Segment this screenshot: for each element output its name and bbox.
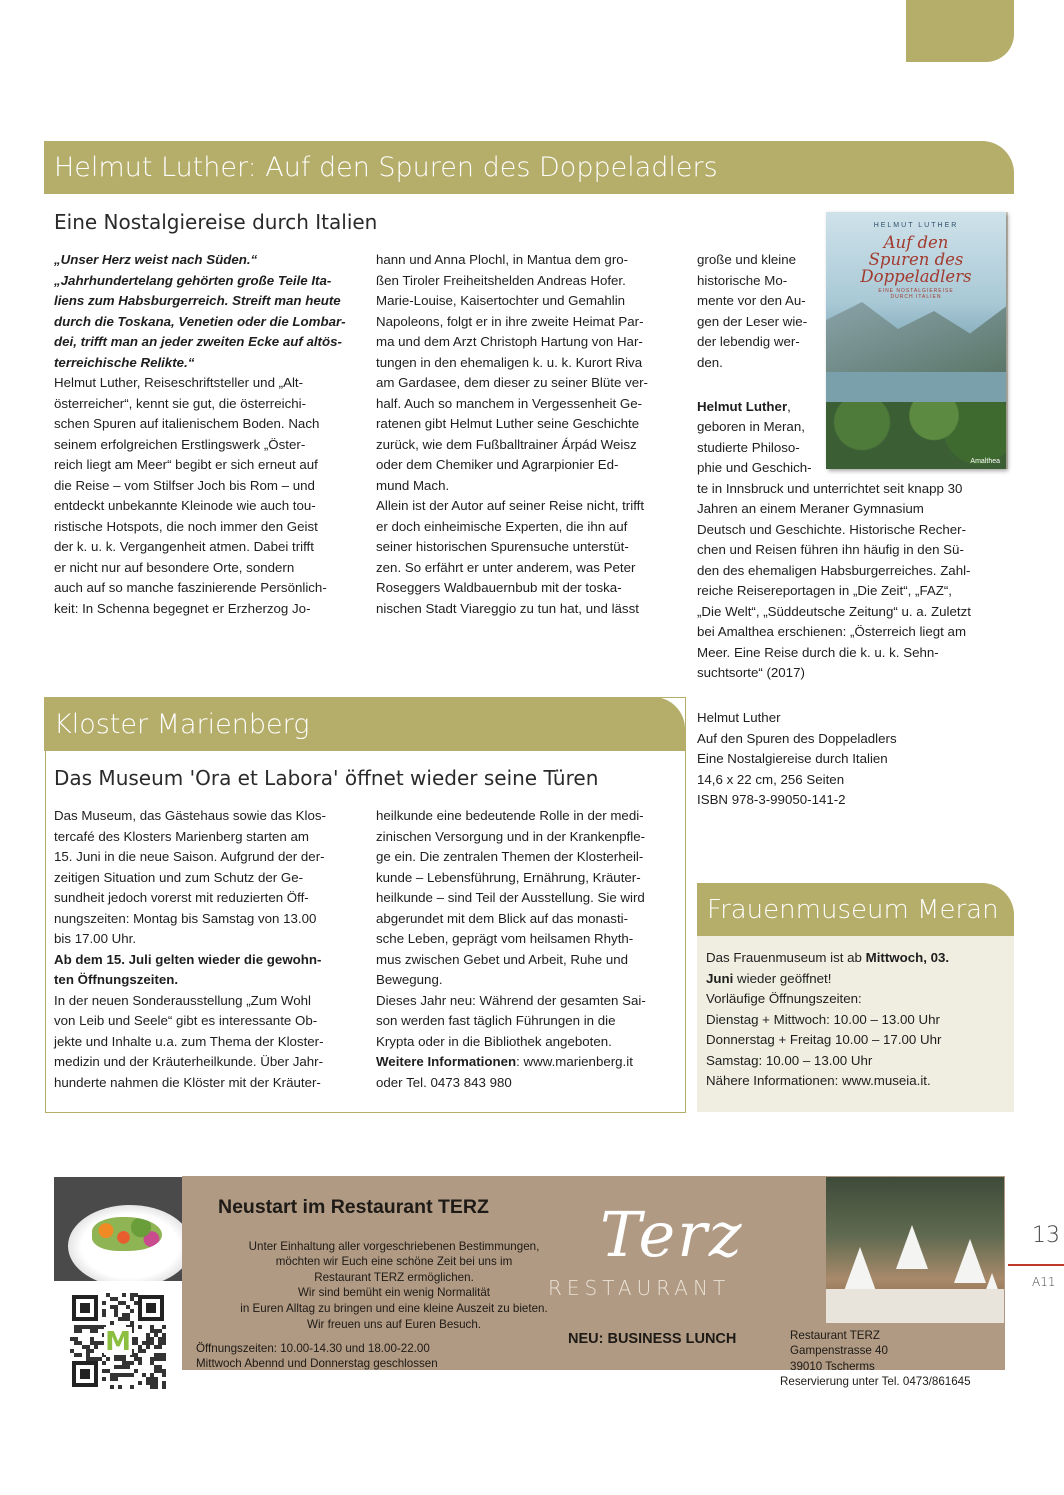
text-line: reiche Reisereportagen in „Die Zeit“, „FAZ“,	[697, 583, 952, 598]
text-line: geboren in Meran,	[697, 419, 805, 434]
article2-column-1	[54, 806, 366, 1093]
text-line: Eine Nostalgiereise durch Italien	[697, 751, 888, 766]
ad-address	[780, 1328, 998, 1390]
text-line: die Reise – vom Stilfser Joch bis Rom – und	[54, 477, 315, 493]
text-line: medizin und der Kräuterheilkunde. Über Jahr-	[54, 1054, 324, 1069]
text-line: 15. Juni in die neue Saison. Aufgrund der der-	[54, 849, 325, 864]
text-line: reich liegt am Meer“ begibt er sich erneut auf	[54, 457, 318, 472]
qr-logo: M	[105, 1327, 131, 1357]
text-line: gen der Leser wie-	[697, 313, 808, 329]
page-marker-line	[1008, 1264, 1064, 1266]
text-line: sche Leben, geprägt vom heilsamen Rhyth-	[376, 931, 634, 946]
text-line: jekte und Inhalte u.a. zum Thema der Kloster-	[54, 1033, 324, 1049]
text-line: 14,6 x 22 cm, 256 Seiten	[697, 771, 845, 787]
text-line: Roseggers Waldbauernbub mit der toska-	[376, 580, 622, 595]
text-line: hunderte nahmen die Klöster mit der Kräuter-	[54, 1074, 321, 1090]
text-line: Napoleons, folgt er in ihre zweite Heimat Par-	[376, 313, 644, 329]
ad-hours-line-1: Öffnungszeiten: 10.00-14.30 und 18.00-22.00	[196, 1342, 430, 1355]
cover-subtitle	[826, 288, 1006, 300]
text-line: son werden fast täglich Führungen in die	[376, 1013, 616, 1028]
article2-more-info	[376, 1052, 681, 1093]
article1-column-3-top	[697, 250, 822, 373]
frauen-line-1: Das Frauenmuseum ist ab	[706, 950, 866, 965]
article1-subtitle: Eine Nostalgiereise durch Italien	[54, 210, 378, 234]
text-line: kunde – Lebensführung, Ernährung, Kräuter-	[376, 869, 641, 885]
text-line: Jahren an einem Meraner Gymnasium	[697, 501, 924, 516]
text-line: zinischen Versorgung und in der Krankenpfle-	[376, 828, 646, 844]
text-line: er doch einheimische Experten, die ihn auf	[376, 518, 628, 534]
text-line: Allein ist der Autor auf seiner Reise nicht, trifft	[376, 498, 645, 513]
terz-logo-word: RESTAURANT	[548, 1276, 731, 1300]
text-line: am Gardasee, dem dieser zu seiner Blüte ver-	[376, 375, 648, 390]
more-info-phone: oder Tel. 0473 843 980	[376, 1074, 512, 1090]
text-line: zen. So erfährt er unter anderem, was Peter	[376, 559, 636, 575]
text-line: ratenen gibt Helmut Luther seine Geschichte	[376, 416, 640, 431]
text-line: Nähere Informationen: www.museia.it.	[706, 1073, 931, 1088]
text-line: terreichische Relikte.“	[54, 354, 195, 370]
text-line: schen Spuren auf italienischem Boden. Nach	[54, 416, 320, 431]
text-line: ISBN 978-3-99050-141-2	[697, 792, 846, 807]
article3-title: Frauenmuseum Meran	[707, 894, 999, 925]
frauen-line-2: wieder geöffnet!	[733, 970, 832, 986]
text-line: ten Öffnungszeiten.	[54, 972, 179, 987]
text-line: mente vor den Au-	[697, 293, 806, 308]
text-line: seinem erfolgreichen Erstlingswerk „Öster-	[54, 436, 306, 452]
cover-title-line-1: Auf den	[883, 233, 949, 252]
text-line: ristische Hotspots, die noch immer den Geist	[54, 518, 318, 534]
text-line: Das Museum, das Gästehaus sowie das Klos-	[54, 808, 326, 823]
text-line: den des ehemaligen Habsburgerreiches. Zahl-	[697, 562, 971, 578]
text-line: der lebendig wer-	[697, 334, 800, 349]
text-line: half. Auch so manchem in Vergessenheit Ge-	[376, 395, 643, 411]
text-line: Bewegung.	[376, 972, 443, 987]
article1-title-banner	[44, 141, 1014, 194]
cover-publisher: Amalthea	[970, 458, 1000, 465]
ad-hours	[196, 1341, 438, 1372]
text-line: ma und dem Arzt Christoph Hartung von Har-	[376, 334, 643, 349]
text-line: keit: In Schenna begegnet er Erzherzog Jo-	[54, 600, 311, 616]
text-line: heilkunde eine bedeutende Rolle in der medi-	[376, 808, 644, 823]
text-line: suchtsorte“ (2017)	[697, 665, 805, 680]
text-line: abgerundet mit dem Blick auf das monasti-	[376, 910, 629, 926]
text-line: Auf den Spuren des Doppeladlers	[697, 730, 897, 746]
more-info-website[interactable]: : www.marienberg.it	[516, 1054, 633, 1069]
text-line: nungszeiten: Montag bis Samstag von 13.00	[54, 910, 317, 926]
food-photo	[54, 1177, 182, 1281]
article3-title-banner	[697, 883, 1014, 936]
article1-bio-intro	[697, 397, 827, 418]
text-line: oder dem Chemiker und Agrarpionier Ed-	[376, 457, 619, 472]
text-line: ge ein. Die zentralen Themen der Klosterheil-	[376, 849, 644, 864]
text-line: durch die Toskana, Venetien oder die Lombar-	[54, 313, 346, 329]
text-line: den.	[697, 354, 723, 370]
text-line: der k. u. k. Vergangenheit atmen. Dabei trifft	[54, 539, 314, 554]
book-info	[697, 708, 1007, 811]
text-line: bei Amalthea erschienen: „Österreich liegt am	[697, 624, 967, 639]
text-line: von Leib und Seele“ gibt es interessante Ob-	[54, 1013, 318, 1028]
text-line: österreicher“, kennt sie gut, die österreichi-	[54, 395, 307, 411]
text-line: phie und Geschich-	[697, 460, 812, 475]
text-line: Krypta oder in die Bibliothek angeboten.	[376, 1033, 612, 1049]
text-line: Samstag: 10.00 – 13.00 Uhr	[706, 1052, 873, 1068]
text-line: entdeckt unbekannte Kleinode wie auch tou-	[54, 498, 316, 513]
more-info-label: Weitere Informationen	[376, 1054, 517, 1069]
text-line: hann und Anna Plochl, in Mantua dem gro-	[376, 252, 629, 267]
text-line: seiner historischen Spurensuche unterstüt-	[376, 539, 629, 554]
article2-title-banner	[44, 697, 685, 751]
cover-author: HELMUT LUTHER	[873, 222, 959, 229]
ad-line: Wir sind bemüht ein wenig Normalität	[297, 1286, 491, 1300]
article2-subtitle: Das Museum 'Ora et Labora' öffnet wieder seine Türen	[54, 766, 599, 790]
qr-code[interactable]	[70, 1293, 166, 1389]
text-line: zurück, wie dem Fußballtrainer Árpád Weisz	[376, 436, 637, 452]
text-line: ßen Tiroler Freiheitshelden Andreas Hofer.	[376, 272, 626, 288]
text-line: dei, trifft man an jeder zweiten Ecke auf altös-	[54, 334, 342, 349]
business-lunch: NEU: BUSINESS LUNCH	[568, 1331, 737, 1347]
bio-comma: ,	[787, 399, 791, 414]
text-line: Vorläufige Öffnungszeiten:	[706, 991, 862, 1006]
page-number: 13	[1032, 1223, 1060, 1248]
cover-subtitle-line-1: EINE NOSTALGIEREISE	[878, 288, 954, 294]
text-line: Dieses Jahr neu: Während der gesamten Sai-	[376, 992, 646, 1008]
text-line: Meer. Eine Reise durch die k. u. k. Sehn-	[697, 644, 939, 660]
text-line: „Jahrhundertelang gehörten große Teile Ita-	[54, 272, 332, 288]
text-line: bis 17.00 Uhr.	[54, 931, 137, 946]
text-line: mus zwischen Gebet und Arbeit, Ruhe und	[376, 951, 629, 967]
ad-line: Reservierung unter Tel. 0473/861645	[780, 1375, 971, 1389]
text-line: Marie-Louise, Kaisertochter und Gemahlin	[376, 293, 626, 308]
ad-welcome: Wir freuen uns auf Euren Besuch.	[307, 1318, 481, 1331]
text-line: heilkunde – sind Teil der Ausstellung. Sie wird	[376, 890, 645, 905]
ad-line: Gampenstrasse 40	[790, 1344, 888, 1358]
cover-title-line-2: Spuren des	[868, 250, 964, 269]
ad-line: in Euren Alltag zu bringen und eine kleine Auszeit zu bieten.	[240, 1301, 548, 1315]
text-line: „Unser Herz weist nach Süden.“	[54, 252, 258, 267]
text-line: historische Mo-	[697, 272, 788, 288]
text-line: große und kleine	[697, 252, 797, 267]
cover-title-line-3: Doppeladlers	[860, 267, 972, 286]
text-line: Deutsch und Geschichte. Historische Recher-	[697, 521, 967, 537]
article1-column-2	[376, 250, 686, 619]
text-line: te in Innsbruck und unterrichtet seit knapp 30	[697, 480, 963, 496]
article1-column-1	[54, 250, 364, 619]
text-line: tungen in den ehemaligen k. u. k. Kurort Riva	[376, 354, 643, 370]
text-line: sundheit jedoch vorerst mit reduzierten Öff-	[54, 890, 309, 905]
text-line: Dienstag + Mittwoch: 10.00 – 13.00 Uhr	[706, 1011, 940, 1027]
cover-subtitle-line-2: DURCH ITALIEN	[890, 294, 942, 300]
text-line: mund Mach.	[376, 477, 450, 493]
page-code: A11	[1032, 1275, 1056, 1289]
ad-body	[184, 1239, 604, 1316]
text-line: chen und Reisen führen ihn häufig in den Sü-	[697, 542, 964, 557]
text-line: „Die Welt“, „Süddeutsche Zeitung“ u. a. Zuletzt	[697, 603, 971, 619]
ad-line: Restaurant TERZ	[790, 1329, 880, 1342]
text-line: Helmut Luther, Reiseschriftsteller und „Alt-	[54, 375, 304, 390]
bio-name: Helmut Luther	[697, 399, 788, 414]
ad-line: Restaurant TERZ ermöglichen.	[314, 1270, 474, 1284]
text-line: nischen Stadt Viareggio zu tun hat, und lässt	[376, 600, 639, 616]
ad-headline: Neustart im Restaurant TERZ	[218, 1196, 489, 1218]
article2-title: Kloster Marienberg	[54, 708, 310, 740]
ad-hours-line-2: Mittwoch Abennd und Donnerstag geschlossen	[196, 1357, 438, 1371]
cover-title	[826, 234, 1006, 285]
ad-line: 39010 Tscherms	[790, 1359, 875, 1373]
text-line: Helmut Luther	[697, 710, 781, 725]
ad-line: möchten wir Euch eine schöne Zeit bei uns im	[275, 1255, 513, 1269]
restaurant-photo	[826, 1177, 1004, 1323]
text-line: zeitigen Situation und zum Schutz der Ge-	[54, 869, 304, 885]
frauen-date: Mittwoch, 03.	[865, 950, 950, 965]
text-line: auch auf so manche faszinierende Persönlich-	[54, 580, 327, 595]
text-line: Ab dem 15. Juli gelten wieder die gewohn-	[54, 951, 322, 967]
book-cover-image	[826, 212, 1006, 469]
text-line: er nicht nur auf besondere Orte, sondern	[54, 559, 295, 575]
article2-column-2	[376, 806, 681, 1052]
text-line: In der neuen Sonderausstellung „Zum Wohl	[54, 992, 311, 1008]
corner-tab	[906, 0, 1014, 62]
article1-title: Helmut Luther: Auf den Spuren des Doppeladlers	[54, 152, 718, 183]
frauen-month: Juni	[706, 970, 734, 986]
text-line: Donnerstag + Freitag 10.00 – 17.00 Uhr	[706, 1032, 942, 1047]
text-line: tercafé des Klosters Marienberg starten am	[54, 828, 309, 844]
text-line: liens zum Habsburgerreich. Streift man heute	[54, 293, 341, 308]
ad-line: Unter Einhaltung aller vorgeschriebenen Bestimmungen,	[248, 1240, 540, 1253]
frauenmuseum-text	[706, 948, 1006, 1092]
terz-logo-script: Terz	[600, 1198, 744, 1271]
text-line: studierte Philoso-	[697, 439, 800, 455]
